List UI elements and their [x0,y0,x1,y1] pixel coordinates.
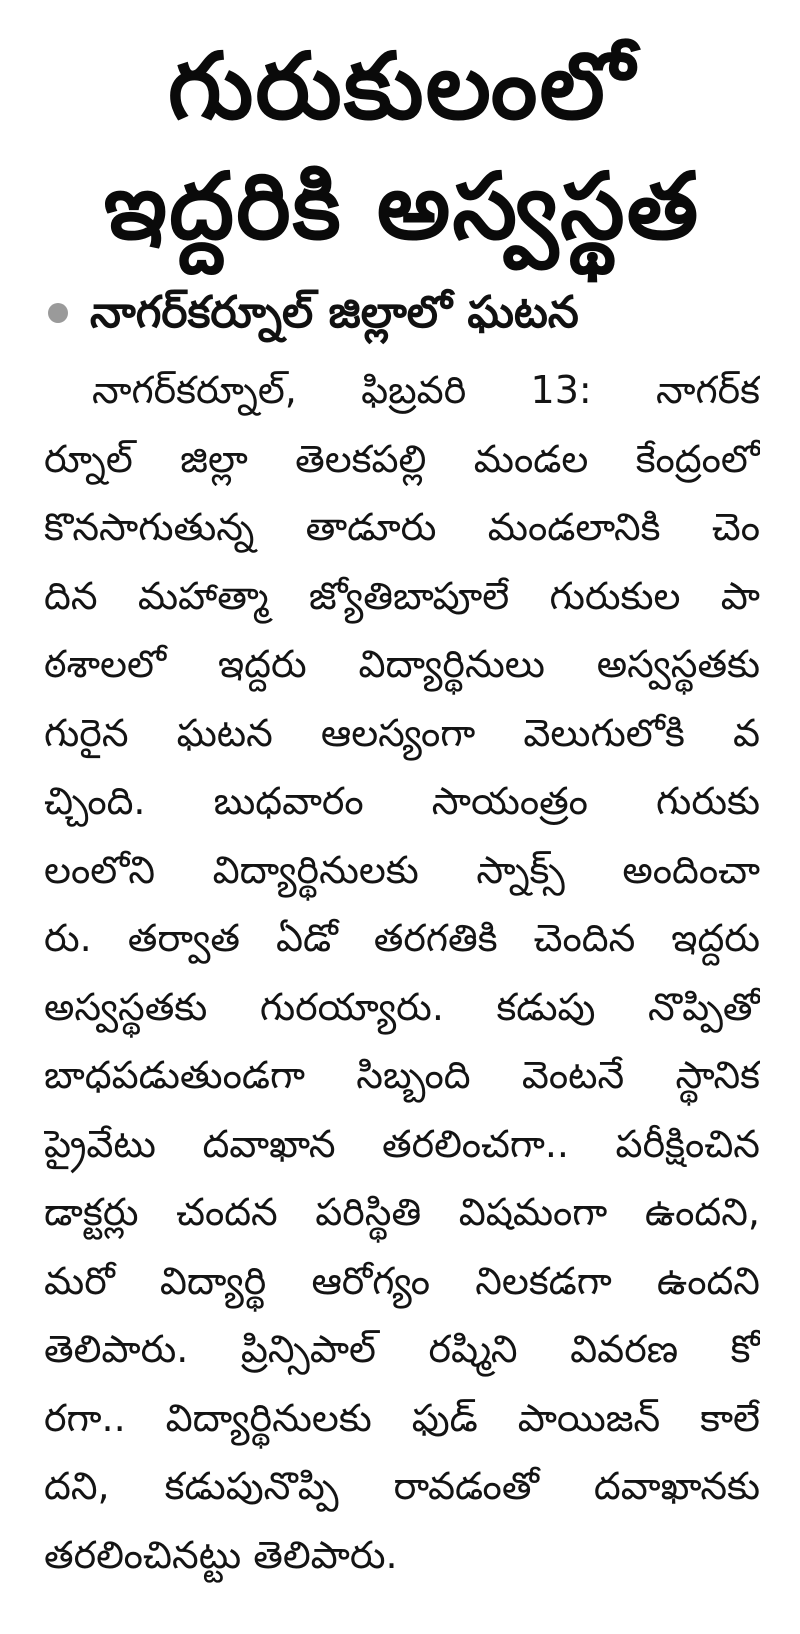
bullet-dot-icon [48,303,68,323]
body-line: ప్రైవేటు దవాఖాన తరలించగా.. పరీక్షించిన [44,1121,760,1166]
body-line: కొనసాగుతున్న తాడూరు మండలానికి చెం [44,505,760,549]
body-line: రగా.. విద్యార్థినులకు ఫుడ్ పాయిజన్ కాలే [44,1395,760,1440]
body-line: అస్వస్థతకు గురయ్యారు. కడుపు నొప్పితో [44,984,760,1029]
subheading [44,278,760,348]
body-line: చ్చింది. బుధవారం సాయంత్రం గురుకు [44,779,760,823]
body-line: రు. తర్వాత ఏడో తరగతికి చెందిన ఇద్దరు [44,916,760,960]
body-line: ఠశాలలో ఇద్దరు విద్యార్థినులు అస్వస్థతకు [44,642,760,686]
body-line: మరో విద్యార్థి ఆరోగ్యం నిలకడగా ఉందని [44,1258,760,1303]
body-line: దని, కడుపునొప్పి రావడంతో దవాఖానకు [44,1464,760,1508]
body-line: లంలోని విద్యార్థినులకు స్నాక్స్ అందించా [44,847,760,892]
body-line: తెలిపారు. ప్రిన్సిపాల్ రష్మిని వివరణ కో [44,1327,760,1371]
body-line: గురైన ఘటన ఆలస్యంగా వెలుగులోకి వ [44,710,760,755]
headline-line-2: ఇద్దరికి అస్వస్థత [103,153,701,260]
body-line: ర్నూల్ జిల్లా తెలకపల్లి మండల కేంద్రంలో [44,436,760,481]
article-body [44,356,760,1589]
body-line: నాగర్‌కర్నూల్, ఫిబ్రవరి 13: నాగర్‌క [92,368,760,412]
headline-line-1: గురుకులంలో [167,33,637,140]
subheading-text: నాగర్‌కర్నూల్ జిల్లాలో ఘటన [90,287,579,338]
body-line: తరలించినట్టు తెలిపారు. [44,1532,398,1577]
body-line: డాక్టర్లు చందన పరిస్థితి విషమంగా ఉందని, [44,1190,760,1234]
headline [44,28,760,268]
body-line: దిన మహాత్మా జ్యోతిబాపూలే గురుకుల పా [44,573,760,618]
body-line: బాధపడుతుండగా సిబ్బంది వెంటనే స్థానిక [44,1053,760,1097]
